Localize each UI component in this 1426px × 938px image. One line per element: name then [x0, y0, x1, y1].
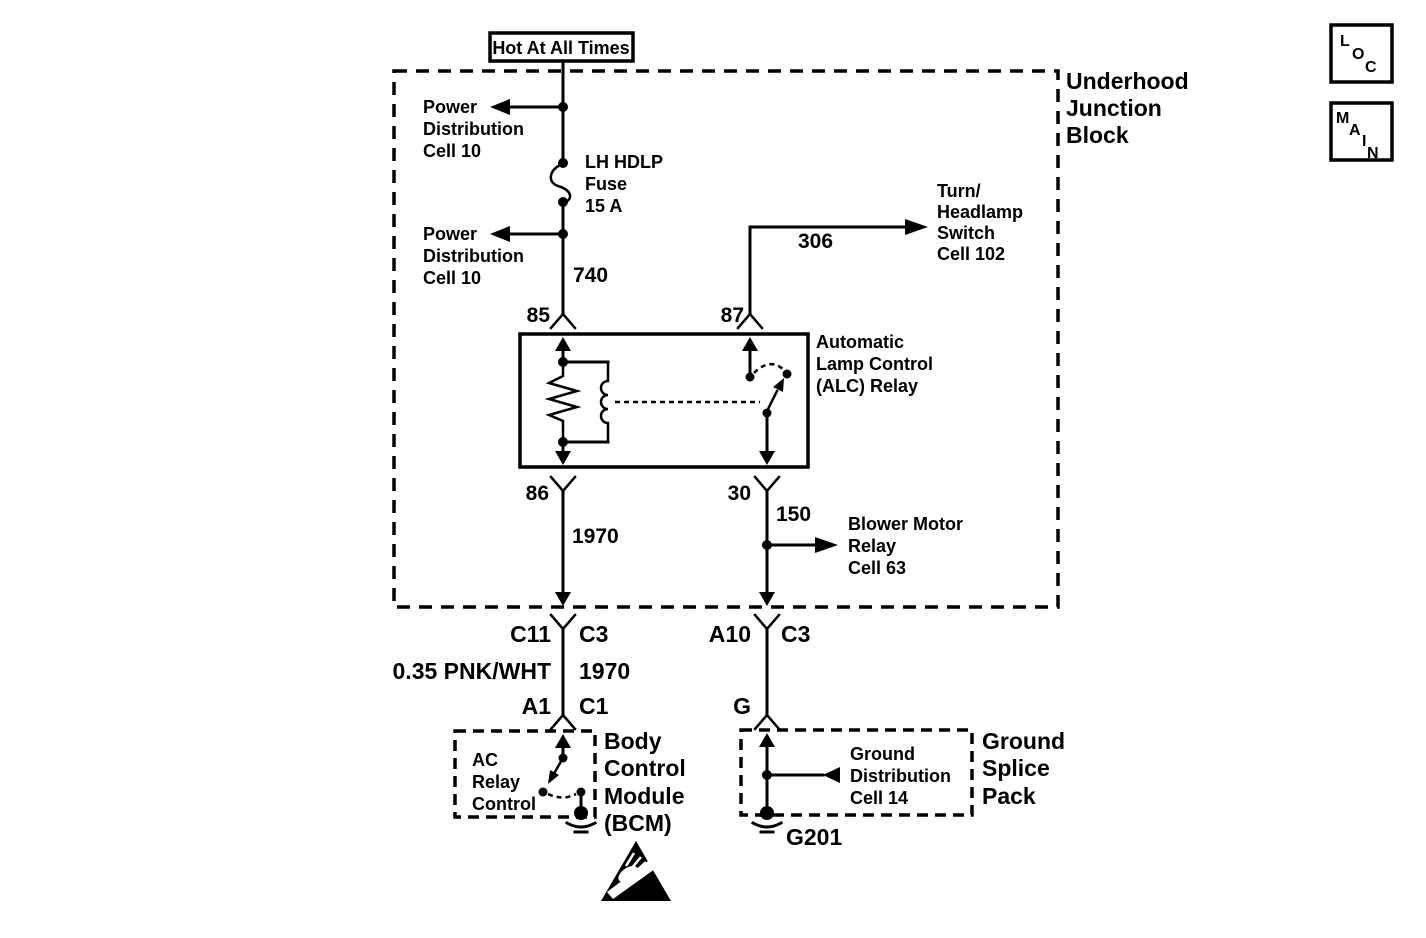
wire-1970-segment — [526, 477, 619, 606]
power-distribution-label-line: Power — [423, 97, 478, 117]
junction-block-label-line: Junction — [1066, 95, 1162, 121]
main-letter: A — [1349, 122, 1361, 139]
male-pin-icon — [759, 451, 775, 465]
connector-id-c3: C3 — [781, 621, 811, 647]
fuse-icon — [551, 164, 570, 203]
bcm-label-line: Module — [604, 783, 685, 809]
connector-pin-c11: C11 — [510, 621, 551, 647]
power-distribution-label-line: Distribution — [423, 246, 524, 266]
hot-at-all-times-box — [490, 33, 633, 61]
wire-number-1970: 1970 — [572, 525, 619, 548]
female-terminal-icon — [551, 615, 575, 629]
bcm-box — [455, 731, 595, 832]
power-distribution-label-line: Cell 10 — [423, 141, 482, 161]
relay-label-line: Lamp Control — [816, 354, 933, 374]
wire-gauge-color-label: 0.35 PNK/WHT — [392, 658, 551, 684]
ground-icon — [753, 806, 781, 832]
fuse-label-line: LH HDLP — [585, 152, 663, 172]
gsp-label-line: Pack — [982, 783, 1036, 809]
female-terminal-icon — [551, 715, 575, 729]
wire-306-branch — [738, 181, 1023, 328]
female-terminal-icon — [755, 615, 779, 629]
right-arrow-icon — [815, 537, 838, 553]
connector-right — [709, 615, 811, 729]
connector-pin-a1: A1 — [521, 693, 551, 719]
alc-relay — [520, 334, 808, 467]
female-terminal-icon — [755, 477, 779, 491]
ground-id-g201: G201 — [786, 824, 843, 850]
bcm-switch-icon — [539, 754, 586, 798]
power-distribution-branch-upper — [423, 97, 568, 161]
blower-motor-label-line: Cell 63 — [848, 558, 907, 578]
loc-letter: L — [1340, 33, 1350, 50]
female-terminal-icon — [755, 715, 779, 729]
hot-at-all-times-label: Hot At All Times — [492, 38, 630, 58]
turn-headlamp-label-line: Headlamp — [937, 202, 1024, 222]
relay-pin-86: 86 — [525, 482, 549, 505]
left-arrow-icon — [823, 767, 840, 783]
left-arrow-icon — [490, 99, 510, 115]
bcm-label-line: (BCM) — [604, 810, 672, 836]
turn-headlamp-label-line: Switch — [937, 223, 996, 243]
right-arrow-icon — [905, 219, 928, 235]
fuse-label-line: 15 A — [585, 196, 623, 216]
male-pin-icon — [759, 592, 775, 606]
connector-left — [393, 615, 631, 729]
ground-icon — [567, 806, 595, 832]
bcm-label-line: Control — [604, 755, 686, 781]
connector-id-c3: C3 — [579, 621, 609, 647]
ground-distribution-line: Ground — [850, 744, 915, 764]
underhood-junction-block-label — [1066, 68, 1189, 148]
relay-label-line: Automatic — [816, 332, 905, 352]
connector-id-c1: C1 — [579, 693, 609, 719]
main-button[interactable] — [1331, 103, 1392, 162]
turn-headlamp-label-line: Turn/ — [937, 181, 981, 201]
power-distribution-branch-lower — [423, 224, 568, 288]
ground-splice-pack-box — [741, 730, 972, 850]
wire-circuit-number: 1970 — [579, 658, 631, 684]
bcm-label-line: Body — [604, 728, 662, 754]
blower-motor-label-line: Blower Motor — [848, 514, 963, 534]
male-pin-icon — [555, 451, 571, 465]
main-letter: N — [1367, 145, 1379, 162]
female-terminal-icon — [551, 477, 575, 491]
power-distribution-label-line: Distribution — [423, 119, 524, 139]
gsp-label-line: Ground — [982, 728, 1066, 754]
junction-block-label-line: Block — [1066, 122, 1129, 148]
relay-pin-87: 87 — [720, 304, 744, 327]
male-pin-icon — [555, 592, 571, 606]
ground-distribution-line: Cell 14 — [850, 788, 909, 808]
wire-number-740: 740 — [573, 264, 609, 287]
power-distribution-label-line: Power — [423, 224, 478, 244]
feed-wire — [551, 61, 575, 328]
ac-relay-control-line: AC — [472, 750, 498, 770]
ground-distribution-line: Distribution — [850, 766, 951, 786]
main-letter: I — [1362, 133, 1367, 150]
esd-warning-icon — [601, 841, 671, 901]
female-terminal-icon — [551, 314, 575, 328]
left-arrow-icon — [490, 226, 510, 242]
alc-relay-label — [816, 332, 933, 396]
relay-pin-85: 85 — [526, 304, 550, 327]
wire-number-306: 306 — [798, 230, 834, 253]
relay-pin-30: 30 — [727, 482, 751, 505]
connector-pin-g: G — [733, 693, 751, 719]
ac-relay-control-line: Control — [472, 794, 536, 814]
power-distribution-label-line: Cell 10 — [423, 268, 482, 288]
loc-button[interactable] — [1331, 25, 1392, 82]
fuse-label — [585, 152, 663, 216]
junction-block-label-line: Underhood — [1066, 68, 1189, 94]
fuse-label-line: Fuse — [585, 174, 628, 194]
main-letter: M — [1336, 110, 1350, 127]
blower-motor-label-line: Relay — [848, 536, 897, 556]
relay-coil-icon — [601, 362, 608, 442]
loc-letter: O — [1352, 46, 1365, 63]
ground-splice-pack-label — [982, 728, 1065, 809]
gsp-label-line: Splice — [982, 755, 1050, 781]
bcm-label — [604, 728, 686, 836]
loc-letter: C — [1365, 59, 1377, 76]
relay-resistor-icon — [549, 362, 577, 442]
wire-150-segment — [728, 477, 963, 606]
relay-label-line: (ALC) Relay — [816, 376, 919, 396]
turn-headlamp-label-line: Cell 102 — [937, 244, 1006, 264]
ac-relay-control-line: Relay — [472, 772, 521, 792]
wire-number-150: 150 — [776, 503, 812, 526]
connector-pin-a10: A10 — [708, 621, 751, 647]
